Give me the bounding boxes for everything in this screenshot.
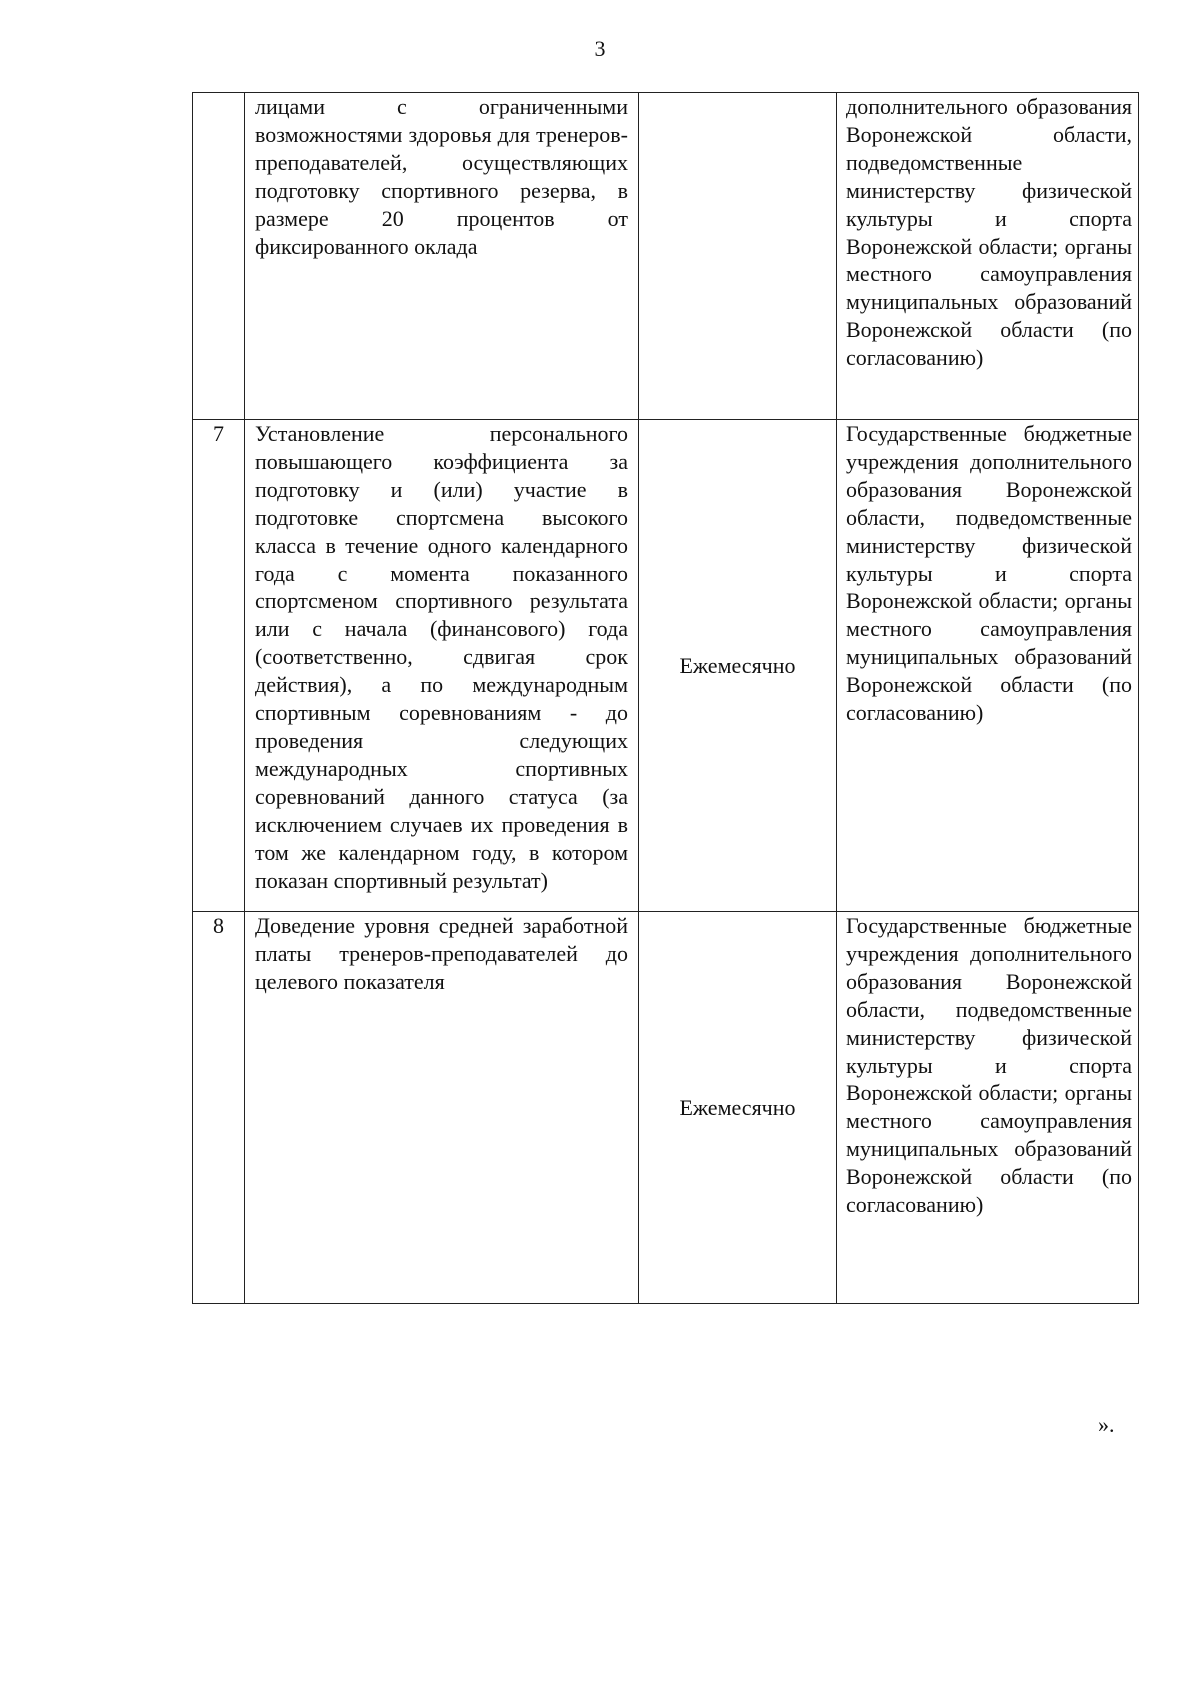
measures-table [192, 92, 1139, 1304]
executor-cell: дополнительного образования Воронежской области, подведомственные министерству физической культуры и спорта Воронежской области; органы местного самоуправления муниципальных образований Воронежской области (по согласованию) [837, 93, 1139, 420]
period-cell [639, 93, 837, 420]
page-number: 3 [594, 36, 606, 61]
executor-cell: Государственные бюджетные учреждения дополнительного образования Воронежской области, подведомственные министерству физической культуры и спорта Воронежской области; органы местного самоуправления муниципальных образований Воронежской области (по согласованию) [837, 420, 1139, 912]
closing-quote-mark: ». [1098, 1412, 1115, 1437]
executor-cell: Государственные бюджетные учреждения дополнительного образования Воронежской области, подведомственные министерству физической культуры и спорта Воронежской области; органы местного самоуправления муниципальных образований Воронежской области (по согласованию) [837, 912, 1139, 1304]
row-number-cell: 8 [193, 912, 245, 1304]
action-cell: Установление персонального повышающего коэффициента за подготовку и (или) участие в подготовке спортсмена высокого класса в течение одного календарного года с момента показанного спортсменом спортивного результата или с начала (финансового) года (соответственно, сдвигая срок действия), а по международным спортивным соревнованиям - до проведения следующих международных спортивных соревнований данного статуса (за исключением случаев их проведения в том же календарном году, в котором показан спортивный результат) [245, 420, 639, 912]
action-cell: лицами с ограниченными возможностями здоровья для тренеров-преподавателей, осуществляющих подготовку спортивного резерва, в размере 20 процентов от фиксированного оклада [245, 93, 639, 420]
table-row [193, 93, 1139, 420]
row-number-cell [193, 93, 245, 420]
table-row [193, 912, 1139, 1304]
action-cell: Доведение уровня средней заработной платы тренеров-преподавателей до целевого показателя [245, 912, 639, 1304]
row-number-cell: 7 [193, 420, 245, 912]
period-cell: Ежемесячно [639, 420, 837, 912]
table-row [193, 420, 1139, 912]
period-cell: Ежемесячно [639, 912, 837, 1304]
